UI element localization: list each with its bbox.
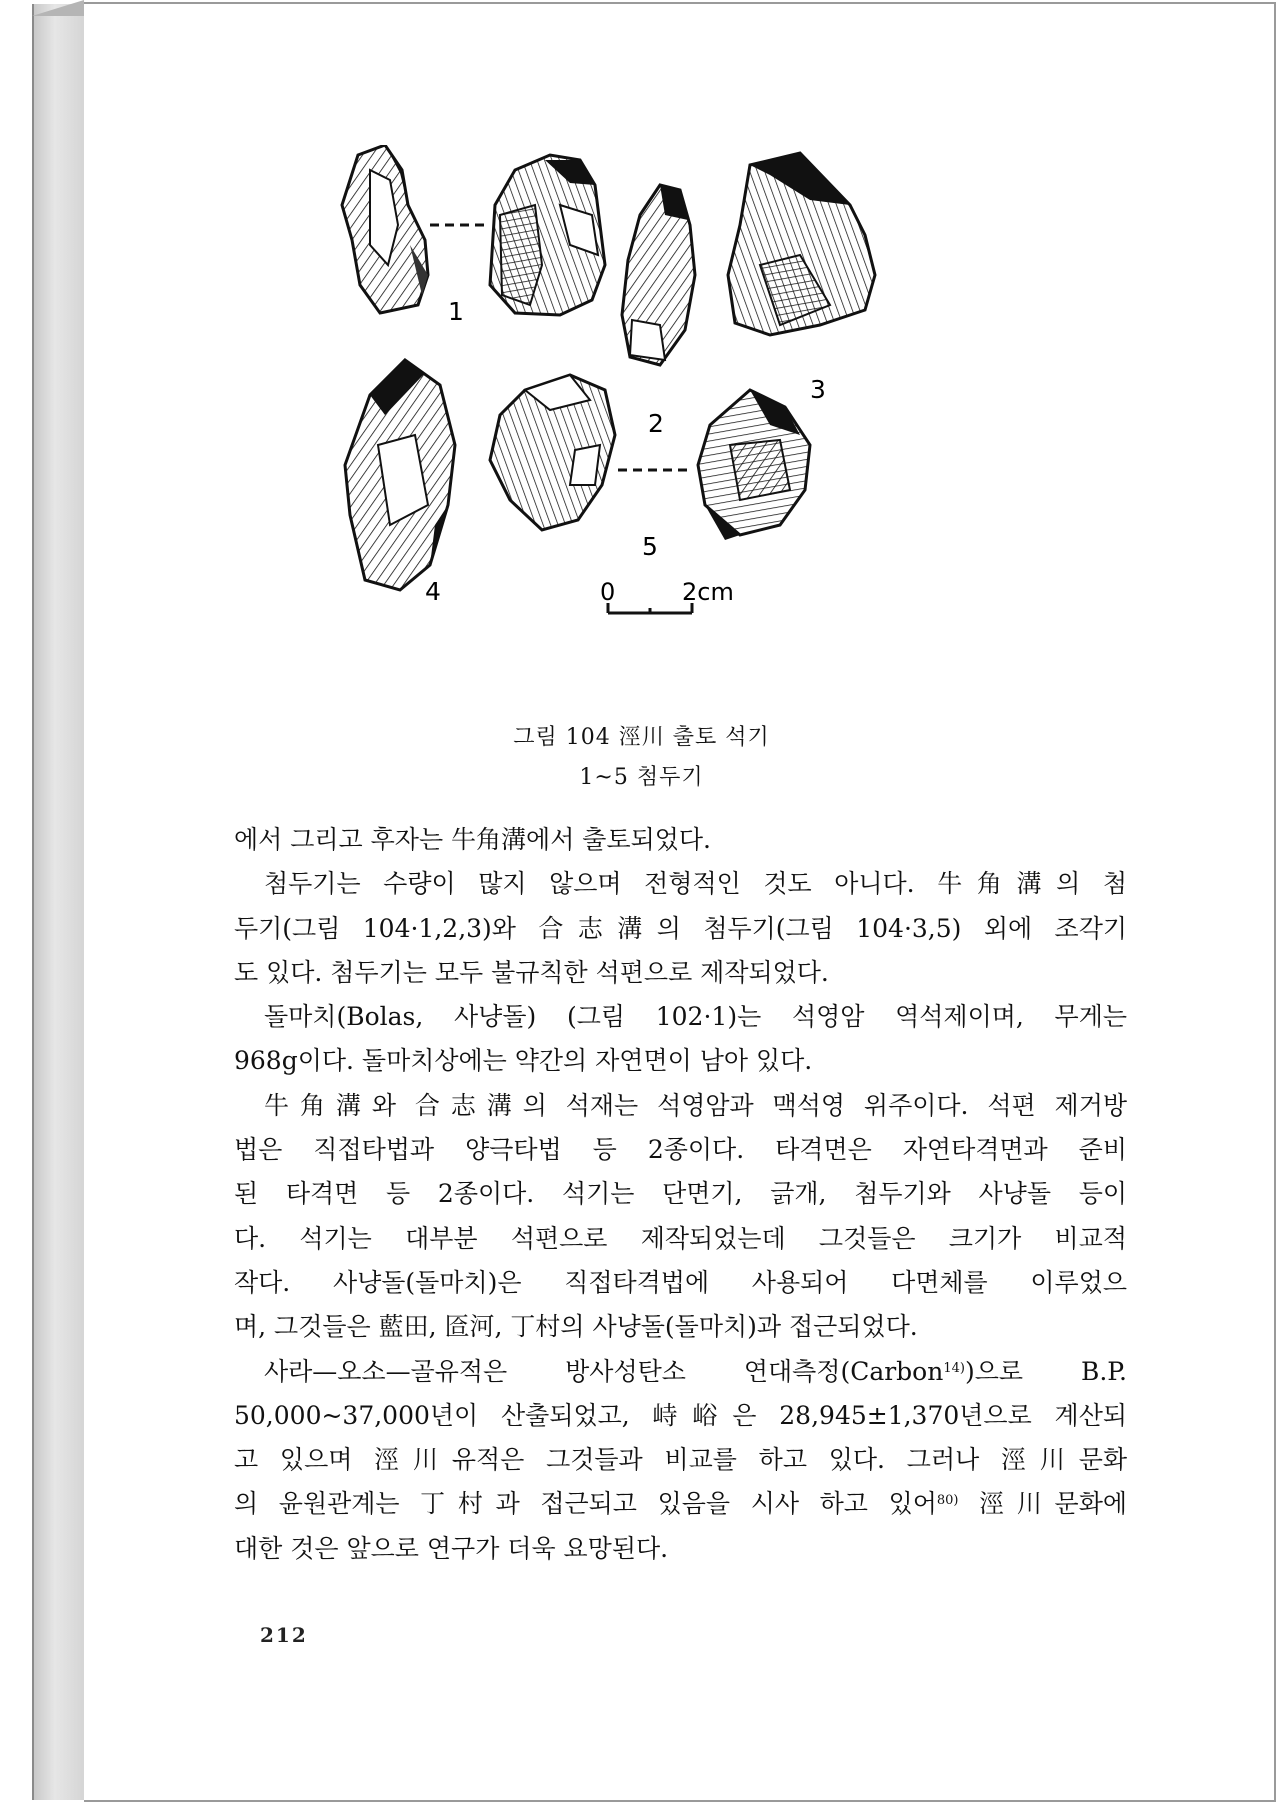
text-line: 50,000~37,000년이 산출되었고, 峙峪은 28,945±1,370년으로 계산되: [234, 1400, 1127, 1430]
text-fragment: )으로 B.P.: [964, 1356, 1127, 1386]
text-fragment: 涇川문화에: [958, 1489, 1127, 1519]
figure-label-4: 4: [425, 577, 441, 606]
text-line: 고 있으며 涇川유적은 그것들과 비교를 하고 있다. 그러나 涇川문화: [234, 1445, 1127, 1475]
text-line: 된 타격면 등 2종이다. 석기는 단면기, 긁개, 첨두기와 사냥돌 등이: [234, 1179, 1127, 1209]
tool-3: [728, 153, 875, 335]
page-number: 212: [260, 1623, 308, 1647]
scale-start-label: 0: [600, 578, 616, 606]
figure-caption-line2: 1~5 첨두기: [579, 765, 704, 790]
text-line: [234, 1482, 1127, 1526]
tool-5-side: [698, 390, 810, 540]
figure-label-1: 1: [448, 297, 464, 326]
book-spine-top: [32, 0, 84, 16]
text-line: 작다. 사냥돌(돌마치)은 직접타격법에 사용되어 다면체를 이루었으: [234, 1267, 1127, 1297]
figure-caption-line1: 그림 104 涇川 출토 석기: [513, 725, 770, 750]
text-line: 돌마치(Bolas, 사냥돌) (그림 102·1)는 석영암 역석제이며, 무게는: [264, 1002, 1127, 1032]
tool-1-front: [342, 145, 428, 313]
footnote-reference-80: 80): [936, 1493, 959, 1509]
footnote-superscript: 14): [943, 1360, 965, 1376]
tool-4: [345, 360, 455, 590]
text-line: 牛角溝와 合志溝의 석재는 석영암과 맥석영 위주이다. 석편 제거방: [264, 1090, 1127, 1120]
text-line: 968g이다. 돌마치상에는 약간의 자연면이 남아 있다.: [234, 1046, 813, 1076]
text-fragment: 사라—오소—골유적은 방사성탄소 연대측정(Carbon: [264, 1356, 944, 1386]
scale-end-label: 2cm: [682, 578, 734, 606]
text-line: 두기(그림 104·1,2,3)와 合志溝의 첨두기(그림 104·3,5) 외에 조각기: [234, 913, 1127, 943]
text-line: 대한 것은 앞으로 연구가 더욱 요망된다.: [234, 1533, 669, 1563]
text-line: 며, 그것들은 藍田, 匼河, 丁村의 사냥돌(돌마치)과 접근되었다.: [234, 1312, 918, 1342]
paragraph-5: [234, 1350, 1127, 1571]
figure-label-5: 5: [642, 532, 658, 561]
tool-1-side: [490, 155, 605, 315]
body-text: [234, 818, 1127, 1571]
text-line: 법은 직접타법과 양극타법 등 2종이다. 타격면은 자연타격면과 준비: [234, 1135, 1127, 1165]
stone-tools-figure: [330, 145, 1010, 705]
text-line: 도 있다. 첨두기는 모두 불규칙한 석편으로 제작되었다.: [234, 957, 829, 987]
book-spine: [32, 4, 86, 1800]
paragraph-3: [234, 995, 1127, 1084]
paragraph-1: [234, 818, 1127, 862]
text-line: 다. 석기는 대부분 석편으로 제작되었는데 그것들은 크기가 비교적: [234, 1223, 1127, 1253]
tool-2: [622, 185, 695, 365]
text-line: [234, 1350, 1127, 1394]
paragraph-2: [234, 862, 1127, 995]
text-line: 첨두기는 수량이 많지 않으며 전형적인 것도 아니다. 牛角溝의 첨: [264, 869, 1127, 899]
figure-label-3: 3: [810, 375, 826, 404]
tool-5-front: [490, 375, 615, 530]
text-fragment: 의 윤원관계는 丁村과 접근되고 있음을 시사 하고 있어: [234, 1489, 937, 1519]
paragraph-4: [234, 1084, 1127, 1350]
text-line: 에서 그리고 후자는 牛角溝에서 출토되었다.: [234, 825, 711, 854]
stone-tools-illustration: [330, 145, 1010, 705]
figure-label-2: 2: [648, 409, 664, 438]
scale-bar: [608, 603, 692, 613]
